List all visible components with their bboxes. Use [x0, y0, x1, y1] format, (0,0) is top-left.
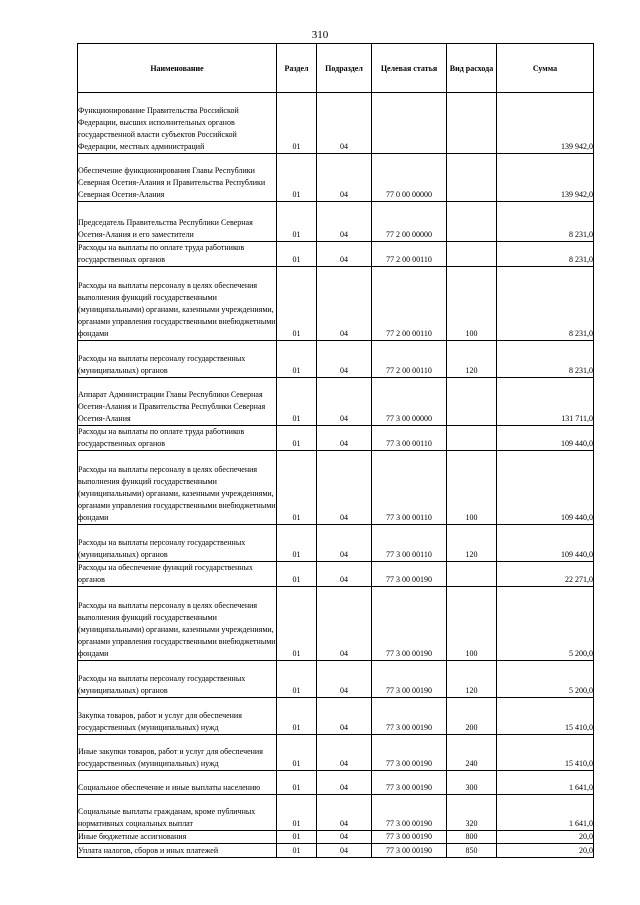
row-name [78, 93, 277, 154]
row-section: 01 [277, 795, 317, 831]
row-expense [447, 154, 497, 202]
row-sum: 8 231,0 [497, 267, 594, 341]
table-row [78, 242, 594, 267]
table-row [78, 661, 594, 698]
row-subsection: 04 [317, 93, 372, 154]
row-expense [447, 242, 497, 267]
table-row [78, 93, 594, 154]
row-subsection: 04 [317, 735, 372, 771]
table-row [78, 795, 594, 831]
page-number: 310 [311, 29, 329, 41]
row-name-text: Расходы на выплаты персоналу в целях обеспечения выполнения функций государственными (муниципальными) органами, казенными учреждениями, органами управления государственными внебюджетными фондами [78, 465, 276, 522]
row-subsection: 04 [317, 242, 372, 267]
row-name [78, 795, 277, 831]
row-target: 77 3 00 00110 [372, 525, 447, 562]
row-name [78, 202, 277, 242]
row-section: 01 [277, 844, 317, 858]
row-name-text: Иные бюджетные ассигнования [78, 832, 187, 841]
row-subsection: 04 [317, 831, 372, 844]
row-expense [447, 93, 497, 154]
row-name [78, 451, 277, 525]
table-row [78, 267, 594, 341]
row-name-text: Расходы на выплаты персоналу государственных (муниципальных) органов [78, 538, 246, 559]
row-expense [447, 202, 497, 242]
row-section: 01 [277, 562, 317, 587]
row-sum: 5 200,0 [497, 661, 594, 698]
row-name [78, 735, 277, 771]
budget-table [77, 43, 594, 858]
row-expense: 800 [447, 831, 497, 844]
row-name [78, 426, 277, 451]
row-section: 01 [277, 341, 317, 378]
row-name-text: Расходы на выплаты персоналу в целях обеспечения выполнения функций государственными (муниципальными) органами, казенными учреждениями, органами управления государственными внебюджетными фондами [78, 601, 276, 658]
row-expense: 200 [447, 698, 497, 735]
row-sum: 15 410,0 [497, 735, 594, 771]
header-name: Наименование [78, 44, 277, 93]
row-name [78, 698, 277, 735]
row-section: 01 [277, 698, 317, 735]
row-target: 77 3 00 00110 [372, 451, 447, 525]
table-row [78, 341, 594, 378]
row-name-text: Расходы на выплаты по оплате труда работников государственных органов [78, 243, 245, 264]
row-name-text: Расходы на выплаты персоналу государственных (муниципальных) органов [78, 354, 246, 375]
row-expense: 300 [447, 771, 497, 795]
row-section: 01 [277, 831, 317, 844]
row-name [78, 844, 277, 858]
table-row [78, 451, 594, 525]
row-target: 77 3 00 00190 [372, 771, 447, 795]
row-expense: 240 [447, 735, 497, 771]
row-name-text: Председатель Правительства Республики Северная Осетия-Алания и его заместители [78, 218, 253, 239]
row-target: 77 2 00 00110 [372, 341, 447, 378]
row-target: 77 3 00 00190 [372, 831, 447, 844]
row-name [78, 267, 277, 341]
row-section: 01 [277, 451, 317, 525]
table-row [78, 831, 594, 844]
table-row [78, 378, 594, 426]
row-subsection: 04 [317, 341, 372, 378]
row-target: 77 3 00 00000 [372, 378, 447, 426]
row-subsection: 04 [317, 154, 372, 202]
row-name-text: Уплата налогов, сборов и иных платежей [78, 846, 219, 855]
row-name-text: Закупка товаров, работ и услуг для обеспечения государственных (муниципальных) нужд [78, 711, 242, 732]
table-header-row [78, 44, 594, 93]
row-sum: 5 200,0 [497, 587, 594, 661]
row-sum: 109 440,0 [497, 426, 594, 451]
row-section: 01 [277, 771, 317, 795]
row-sum: 15 410,0 [497, 698, 594, 735]
row-target: 77 2 00 00110 [372, 242, 447, 267]
table-row [78, 771, 594, 795]
row-name-text: Расходы на выплаты персоналу государственных (муниципальных) органов [78, 674, 246, 695]
header-sum: Сумма [497, 44, 594, 93]
row-section: 01 [277, 378, 317, 426]
row-sum: 1 641,0 [497, 771, 594, 795]
row-subsection: 04 [317, 525, 372, 562]
row-subsection: 04 [317, 795, 372, 831]
row-name [78, 831, 277, 844]
row-name [78, 562, 277, 587]
row-target: 77 3 00 00190 [372, 661, 447, 698]
row-expense: 850 [447, 844, 497, 858]
row-expense: 120 [447, 661, 497, 698]
row-name-text: Расходы на выплаты персоналу в целях обеспечения выполнения функций государственными (муниципальными) органами, казенными учреждениями, органами управления государственными внебюджетными фондами [78, 281, 276, 338]
row-subsection: 04 [317, 661, 372, 698]
row-name-text: Социальные выплаты гражданам, кроме публичных нормативных социальных выплат [78, 807, 256, 828]
row-section: 01 [277, 587, 317, 661]
header-target: Целевая статья [372, 44, 447, 93]
row-name [78, 587, 277, 661]
table-row [78, 202, 594, 242]
row-name-text: Социальное обеспечение и иные выплаты населению [78, 783, 261, 792]
row-name [78, 771, 277, 795]
row-subsection: 04 [317, 698, 372, 735]
row-subsection: 04 [317, 267, 372, 341]
row-subsection: 04 [317, 844, 372, 858]
row-subsection: 04 [317, 451, 372, 525]
row-target: 77 3 00 00110 [372, 426, 447, 451]
row-target: 77 3 00 00190 [372, 587, 447, 661]
row-sum: 22 271,0 [497, 562, 594, 587]
row-sum: 139 942,0 [497, 154, 594, 202]
row-sum: 109 440,0 [497, 525, 594, 562]
row-sum: 20,0 [497, 844, 594, 858]
table-row [78, 844, 594, 858]
row-expense: 120 [447, 341, 497, 378]
row-expense [447, 426, 497, 451]
row-name [78, 341, 277, 378]
row-sum: 8 231,0 [497, 202, 594, 242]
row-target: 77 3 00 00190 [372, 844, 447, 858]
row-sum: 139 942,0 [497, 93, 594, 154]
row-section: 01 [277, 735, 317, 771]
row-sum: 20,0 [497, 831, 594, 844]
row-expense: 320 [447, 795, 497, 831]
header-expense: Вид расхода [447, 44, 497, 93]
row-target: 77 3 00 00190 [372, 795, 447, 831]
row-subsection: 04 [317, 378, 372, 426]
row-name-text: Расходы на выплаты по оплате труда работников государственных органов [78, 427, 245, 448]
row-expense: 100 [447, 451, 497, 525]
table-row [78, 735, 594, 771]
row-expense: 100 [447, 587, 497, 661]
row-expense: 120 [447, 525, 497, 562]
row-sum: 109 440,0 [497, 451, 594, 525]
row-section: 01 [277, 93, 317, 154]
row-sum: 8 231,0 [497, 341, 594, 378]
row-section: 01 [277, 202, 317, 242]
table-row [78, 587, 594, 661]
row-name [78, 378, 277, 426]
row-target: 77 3 00 00190 [372, 698, 447, 735]
row-section: 01 [277, 154, 317, 202]
row-sum: 1 641,0 [497, 795, 594, 831]
row-expense [447, 562, 497, 587]
row-sum: 131 711,0 [497, 378, 594, 426]
row-name [78, 242, 277, 267]
row-target: 77 2 00 00000 [372, 202, 447, 242]
row-subsection: 04 [317, 771, 372, 795]
row-section: 01 [277, 267, 317, 341]
row-expense: 100 [447, 267, 497, 341]
row-name [78, 154, 277, 202]
row-name [78, 525, 277, 562]
row-target: 77 3 00 00190 [372, 735, 447, 771]
row-expense [447, 378, 497, 426]
table-row [78, 154, 594, 202]
row-target: 77 0 00 00000 [372, 154, 447, 202]
table-row [78, 426, 594, 451]
table-row [78, 562, 594, 587]
row-name-text: Аппарат Администрации Главы Республики Северная Осетия-Алания и Правительства Республики Северная Осетия-Алания [78, 390, 266, 423]
row-name-text: Обеспечение функционирования Главы Республики Северная Осетия-Алания и Правительства Республики Северная Осетия-Алания [78, 166, 266, 199]
row-section: 01 [277, 525, 317, 562]
table-row [78, 525, 594, 562]
row-name-text: Расходы на обеспечение функций государственных органов [78, 563, 253, 584]
header-subsection: Подраздел [317, 44, 372, 93]
row-target: 77 2 00 00110 [372, 267, 447, 341]
table-row [78, 698, 594, 735]
row-name-text: Функционирование Правительства Российской Федерации, высших исполнительных органов государственной власти субъектов Российской Федерации, местных администраций [78, 106, 239, 151]
row-target: 77 3 00 00190 [372, 562, 447, 587]
row-section: 01 [277, 426, 317, 451]
row-subsection: 04 [317, 562, 372, 587]
row-section: 01 [277, 242, 317, 267]
row-section: 01 [277, 661, 317, 698]
row-subsection: 04 [317, 426, 372, 451]
row-subsection: 04 [317, 202, 372, 242]
row-subsection: 04 [317, 587, 372, 661]
header-section: Раздел [277, 44, 317, 93]
row-name-text: Иные закупки товаров, работ и услуг для обеспечения государственных (муниципальных) нужд [78, 747, 263, 768]
row-sum: 8 231,0 [497, 242, 594, 267]
row-target [372, 93, 447, 154]
row-name [78, 661, 277, 698]
